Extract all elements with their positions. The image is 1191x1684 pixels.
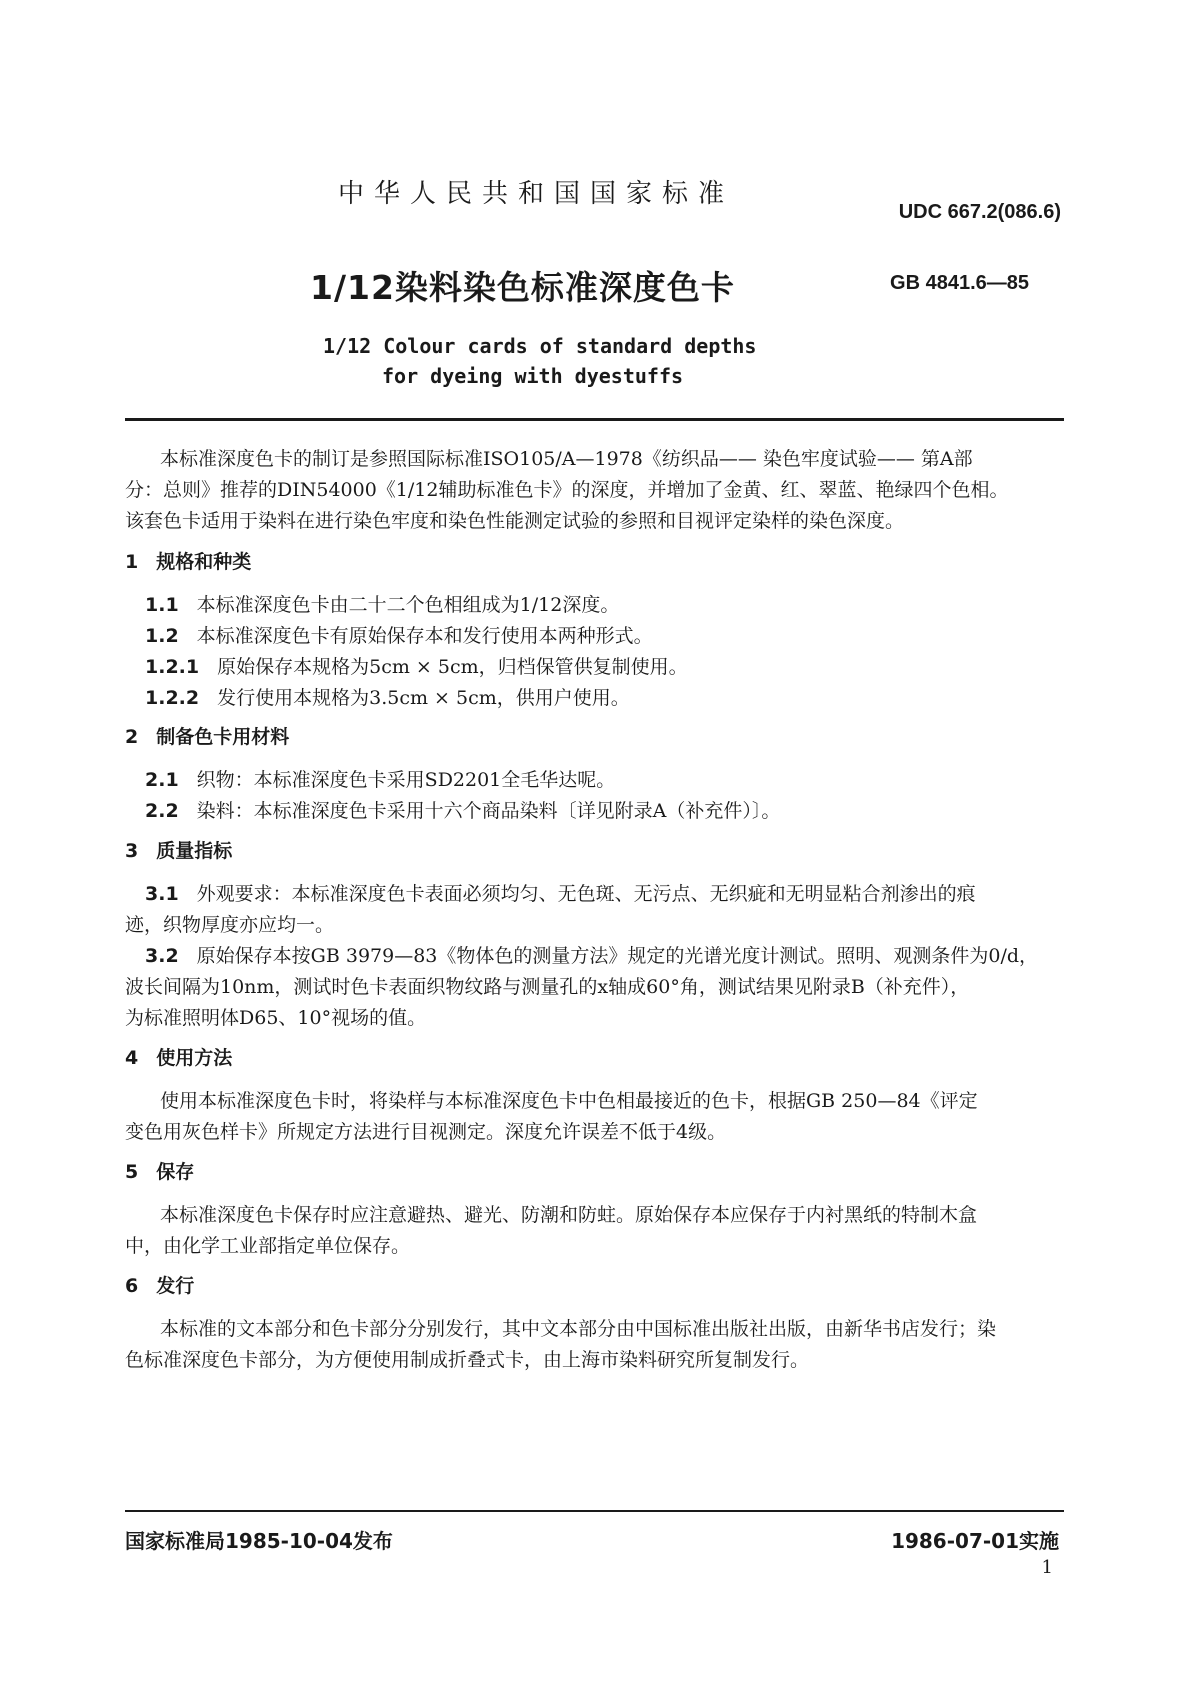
clause-3-2-line-1: [145, 941, 1038, 968]
section-title: 发行: [156, 1275, 195, 1297]
clause-text: 本标准深度色卡由二十二个色相组成为1/12深度。: [196, 594, 620, 616]
section-2-heading: [125, 722, 289, 749]
section-4-line-1: 使用本标准深度色卡时，将染样与本标准深度色卡中色相最接近的色卡，根据GB 250—84《评定: [160, 1090, 978, 1112]
section-number: 4: [125, 1047, 139, 1069]
udc-code: UDC 667.2(086.6): [898, 201, 1061, 223]
clause-text: 发行使用本规格为3.5cm × 5cm，供用户使用。: [217, 687, 630, 709]
header-rule: [125, 418, 1064, 421]
clause-1-2-2: [145, 683, 630, 710]
clause-number: 1.2.2: [145, 687, 200, 709]
section-number: 3: [125, 840, 139, 862]
clause-3-1-line-2: 迹，织物厚度亦应均一。: [125, 914, 335, 936]
section-title: 保存: [156, 1161, 195, 1183]
section-title: 制备色卡用材料: [156, 726, 290, 748]
intro-line-2: 分：总则》推荐的DIN54000《1/12辅助标准色卡》的深度，并增加了金黄、红、翠蓝、艳绿四个色相。: [125, 479, 1009, 501]
section-1-heading: [125, 547, 251, 574]
section-title: 规格和种类: [156, 551, 252, 573]
clause-1-2: [145, 621, 653, 648]
clause-1-2-1: [145, 652, 688, 679]
intro-line-1: 本标准深度色卡的制订是参照国际标准ISO105/A—1978《纺织品—— 染色牢度试验—— 第A部: [160, 448, 973, 470]
section-5-line-2: 中，由化学工业部指定单位保存。: [125, 1235, 411, 1257]
clause-3-2-line-2: 波长间隔为10nm，测试时色卡表面织物纹路与测量孔的x轴成60°角，测试结果见附录B（补充件），: [125, 976, 970, 998]
issue-date: 国家标准局1985-10-04发布: [125, 1529, 393, 1553]
clause-3-1-line-1: [145, 879, 976, 906]
clause-text: 染料：本标准深度色卡采用十六个商品染料〔详见附录A（补充件）〕。: [196, 800, 781, 822]
clause-number: 3.2: [145, 945, 179, 967]
section-number: 2: [125, 726, 139, 748]
clause-number: 2.1: [145, 769, 179, 791]
clause-number: 1.1: [145, 594, 179, 616]
section-5-heading: [125, 1157, 194, 1184]
section-3-heading: [125, 836, 232, 863]
section-6-line-2: 色标准深度色卡部分，为方便使用制成折叠式卡，由上海市染料研究所复制发行。: [125, 1349, 810, 1371]
intro-line-3: 该套色卡适用于染料在进行染色牢度和染色性能测定试验的参照和目视评定染样的染色深度。: [125, 510, 905, 532]
clause-1-1: [145, 590, 619, 617]
english-title-line-1: 1/12 Colour cards of standard depths: [323, 334, 757, 358]
section-number: 1: [125, 551, 139, 573]
page-number: 1: [1041, 1557, 1053, 1578]
section-6-heading: [125, 1271, 194, 1298]
section-number: 6: [125, 1275, 139, 1297]
clause-text: 原始保存本按GB 3979—83《物体色的测量方法》规定的光谱光度计测试。照明、观测条件为0/d，: [196, 945, 1039, 967]
section-title: 质量指标: [156, 840, 233, 862]
clause-text: 本标准深度色卡有原始保存本和发行使用本两种形式。: [196, 625, 653, 647]
footer-rule: [125, 1510, 1064, 1512]
clause-number: 1.2.1: [145, 656, 200, 678]
english-title-line-2: for dyeing with dyestuffs: [382, 364, 684, 388]
clause-text: 织物：本标准深度色卡采用SD2201全毛华达呢。: [196, 769, 616, 791]
section-4-heading: [125, 1043, 232, 1070]
effective-date: 1986-07-01实施: [891, 1529, 1059, 1553]
clause-number: 3.1: [145, 883, 179, 905]
gb-number: GB 4841.6—85: [890, 272, 1029, 294]
clause-number: 1.2: [145, 625, 179, 647]
clause-2-2: [145, 796, 780, 823]
clause-3-2-line-3: 为标准照明体D65、10°视场的值。: [125, 1007, 427, 1029]
document-title: 1/12染料染色标准深度色卡: [310, 268, 735, 307]
section-number: 5: [125, 1161, 139, 1183]
section-6-line-1: 本标准的文本部分和色卡部分分别发行，其中文本部分由中国标准出版社出版，由新华书店发行；染: [160, 1318, 997, 1340]
clause-text: 原始保存本规格为5cm × 5cm，归档保管供复制使用。: [217, 656, 688, 678]
section-5-line-1: 本标准深度色卡保存时应注意避热、避光、防潮和防蛀。原始保存本应保存于内衬黑纸的特制木盒: [160, 1204, 978, 1226]
section-4-line-2: 变色用灰色样卡》所规定方法进行目视测定。深度允许误差不低于4级。: [125, 1121, 727, 1143]
standard-label: 中华人民共和国国家标准: [338, 179, 735, 209]
clause-number: 2.2: [145, 800, 179, 822]
section-title: 使用方法: [156, 1047, 233, 1069]
clause-2-1: [145, 765, 615, 792]
clause-text: 外观要求：本标准深度色卡表面必须均匀、无色斑、无污点、无织疵和无明显粘合剂渗出的痕: [196, 883, 976, 905]
